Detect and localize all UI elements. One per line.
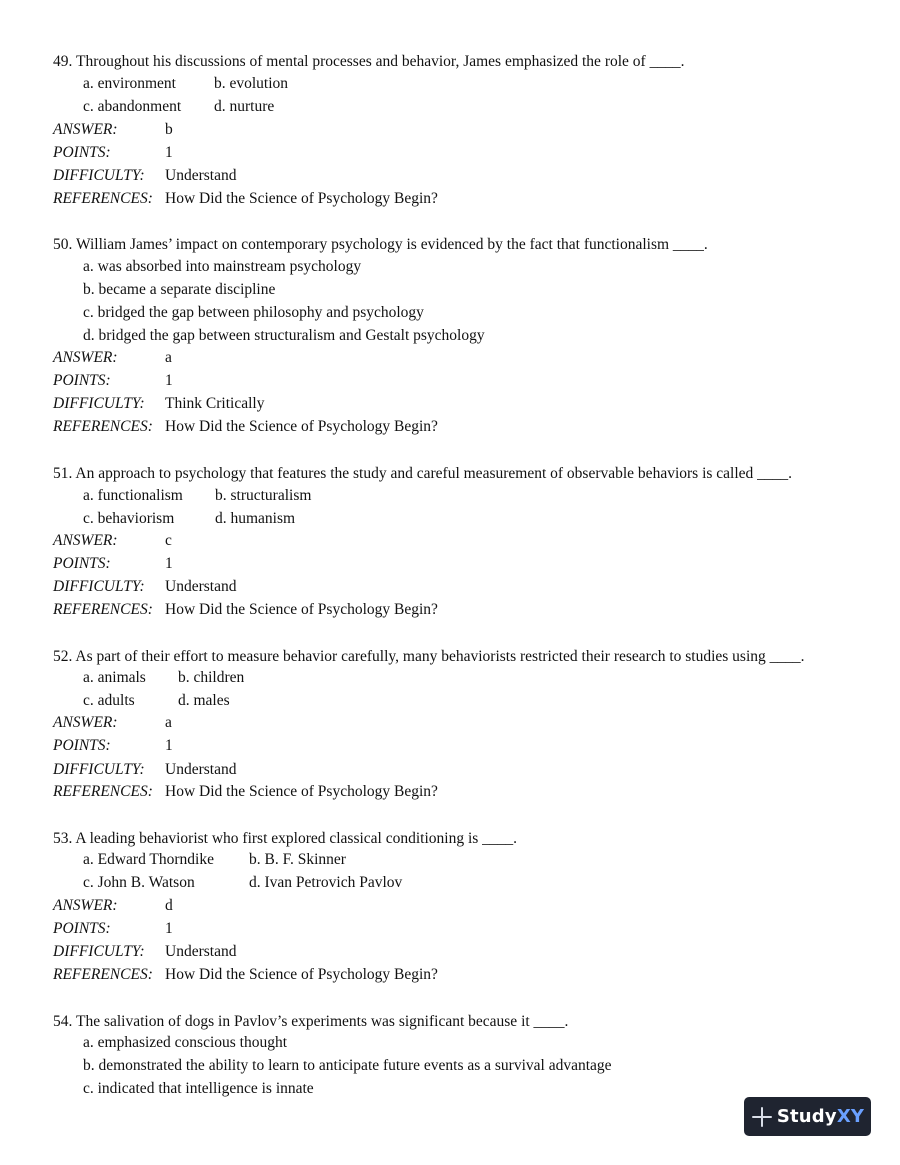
plus-icon [751, 1106, 773, 1128]
points-value: 1 [165, 144, 173, 161]
difficulty-value: Understand [165, 167, 237, 184]
difficulty-value: Understand [165, 578, 237, 595]
option: c. behaviorism [83, 510, 175, 527]
points-value: 1 [165, 737, 173, 754]
difficulty-label: DIFFICULTY: [53, 578, 145, 595]
watermark-brand-accent: XY [836, 1106, 865, 1127]
option: d. humanism [215, 510, 296, 527]
option: b. demonstrated the ability to learn to anticipate future events as a survival advantage [83, 1057, 612, 1074]
points-label: POINTS: [53, 920, 111, 937]
points-label: POINTS: [53, 372, 111, 389]
option: b. structuralism [215, 487, 312, 504]
references-value: How Did the Science of Psychology Begin? [165, 601, 438, 618]
points-label: POINTS: [53, 737, 111, 754]
difficulty-label: DIFFICULTY: [53, 761, 145, 778]
question-stem: 49. Throughout his discussions of mental processes and behavior, James emphasized the role of ____. [53, 53, 685, 70]
references-label: REFERENCES: [53, 418, 153, 435]
question-stem: 52. As part of their effort to measure behavior carefully, many behaviorists restricted their research to studies using ____. [53, 648, 805, 665]
answer-value: a [165, 349, 172, 366]
option: a. environment [83, 75, 176, 92]
difficulty-value: Understand [165, 943, 237, 960]
option: d. Ivan Petrovich Pavlov [249, 874, 403, 891]
answer-value: b [165, 121, 173, 138]
references-value: How Did the Science of Psychology Begin? [165, 966, 438, 983]
references-label: REFERENCES: [53, 966, 153, 983]
references-label: REFERENCES: [53, 601, 153, 618]
option: b. children [178, 669, 245, 686]
question-stem: 51. An approach to psychology that features the study and careful measurement of observable behaviors is called ____. [53, 465, 793, 482]
difficulty-label: DIFFICULTY: [53, 395, 145, 412]
option: c. abandonment [83, 98, 182, 115]
answer-value: a [165, 714, 172, 731]
answer-label: ANSWER: [53, 714, 118, 731]
option: a. was absorbed into mainstream psychology [83, 258, 362, 275]
option: d. males [178, 692, 230, 709]
option: a. Edward Thorndike [83, 851, 214, 868]
references-label: REFERENCES: [53, 190, 153, 207]
option: a. animals [83, 669, 146, 686]
question-stem: 50. William James’ impact on contemporary psychology is evidenced by the fact that functionalism ____. [53, 236, 708, 253]
option: c. bridged the gap between philosophy and psychology [83, 304, 424, 321]
points-value: 1 [165, 555, 173, 572]
difficulty-label: DIFFICULTY: [53, 943, 145, 960]
references-value: How Did the Science of Psychology Begin? [165, 190, 438, 207]
difficulty-value: Think Critically [165, 395, 265, 412]
points-label: POINTS: [53, 555, 111, 572]
watermark-brand-main: Study [776, 1106, 837, 1127]
option: b. B. F. Skinner [249, 851, 346, 868]
option: a. emphasized conscious thought [83, 1034, 288, 1051]
answer-label: ANSWER: [53, 532, 118, 549]
references-value: How Did the Science of Psychology Begin? [165, 783, 438, 800]
points-value: 1 [165, 372, 173, 389]
references-value: How Did the Science of Psychology Begin? [165, 418, 438, 435]
option: b. became a separate discipline [83, 281, 276, 298]
option: c. adults [83, 692, 135, 709]
difficulty-value: Understand [165, 761, 237, 778]
answer-label: ANSWER: [53, 121, 118, 138]
option: a. functionalism [83, 487, 183, 504]
answer-value: c [165, 532, 172, 549]
answer-label: ANSWER: [53, 349, 118, 366]
option: d. nurture [214, 98, 275, 115]
question-stem: 54. The salivation of dogs in Pavlov’s experiments was significant because it ____. [53, 1013, 569, 1030]
watermark-brand [777, 1106, 864, 1127]
references-label: REFERENCES: [53, 783, 153, 800]
option: d. bridged the gap between structuralism and Gestalt psychology [83, 327, 485, 344]
difficulty-label: DIFFICULTY: [53, 167, 145, 184]
answer-value: d [165, 897, 173, 914]
option: c. John B. Watson [83, 874, 195, 891]
points-label: POINTS: [53, 144, 111, 161]
option: c. indicated that intelligence is innate [83, 1080, 314, 1097]
answer-label: ANSWER: [53, 897, 118, 914]
studyxy-watermark [744, 1097, 871, 1136]
points-value: 1 [165, 920, 173, 937]
question-stem: 53. A leading behaviorist who first explored classical conditioning is ____. [53, 830, 518, 847]
option: b. evolution [214, 75, 289, 92]
